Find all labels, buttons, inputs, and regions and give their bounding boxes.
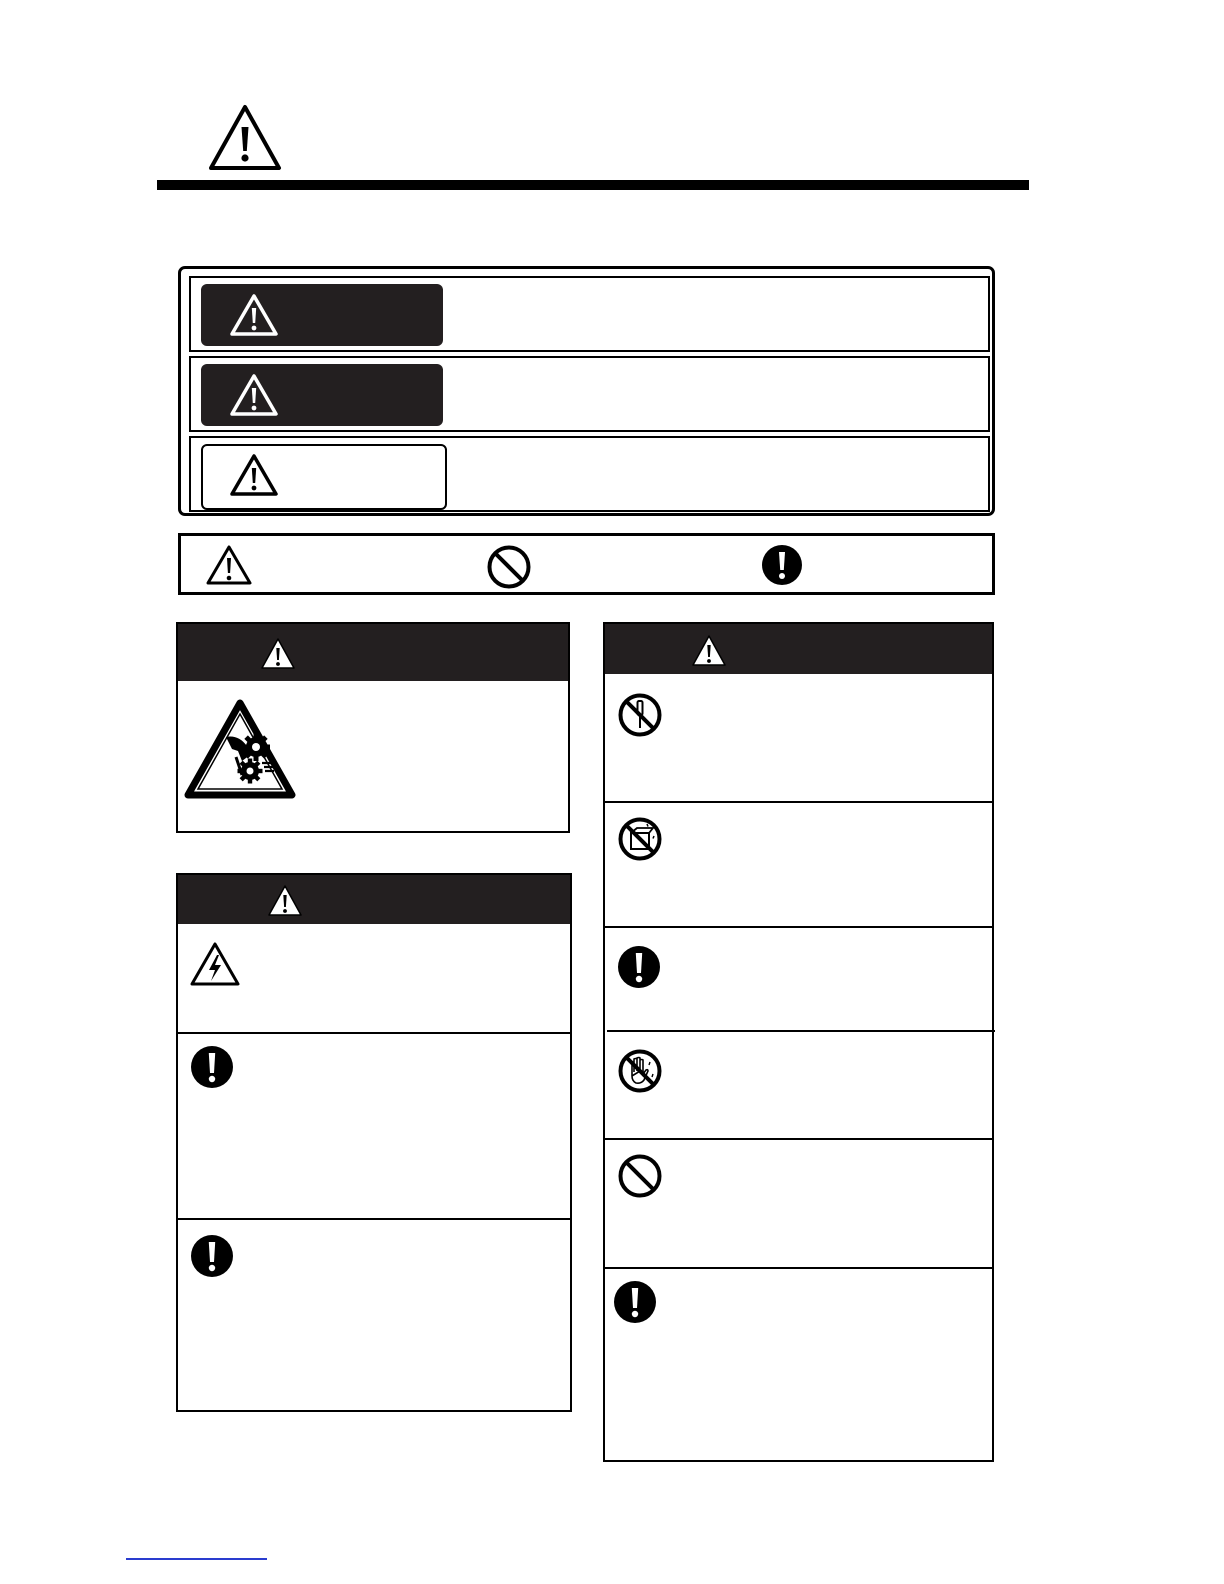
mandatory-action-icon xyxy=(613,1280,657,1324)
box-header xyxy=(178,875,570,924)
row-divider xyxy=(605,1267,992,1269)
box-header xyxy=(178,624,568,681)
legend-row-danger xyxy=(189,276,990,352)
row-divider xyxy=(607,1030,995,1032)
row-divider xyxy=(605,1138,992,1140)
no-wet-hands-icon xyxy=(617,1048,663,1094)
general-warning-box xyxy=(603,622,994,1462)
legend-row-warning xyxy=(189,356,990,432)
row-divider xyxy=(605,926,992,928)
entanglement-warning-box xyxy=(176,622,570,833)
header-warning-icon xyxy=(208,103,282,171)
warning-triangle-icon xyxy=(229,373,279,417)
legend-row-caution xyxy=(189,436,990,512)
row-divider xyxy=(605,801,992,803)
entanglement-hazard-icon xyxy=(184,699,296,799)
warning-triangle-icon xyxy=(691,634,727,667)
footer-link-underline[interactable] xyxy=(126,1558,267,1560)
no-disassembly-icon xyxy=(617,692,663,738)
warning-triangle-icon xyxy=(260,637,296,670)
signal-tag-caution xyxy=(201,444,447,510)
warning-triangle-icon xyxy=(229,453,279,497)
prohibition-icon xyxy=(486,544,532,590)
signal-tag-danger xyxy=(201,284,443,346)
electrical-warning-box xyxy=(176,873,572,1412)
prohibition-icon xyxy=(617,1153,663,1199)
header-rule xyxy=(157,180,1029,190)
warning-triangle-icon xyxy=(205,544,253,586)
mandatory-action-icon xyxy=(190,1045,234,1089)
signal-tag-warning xyxy=(201,364,443,426)
warning-triangle-icon xyxy=(267,884,303,917)
mandatory-action-icon xyxy=(617,945,661,989)
box-header xyxy=(605,624,992,674)
warning-triangle-icon xyxy=(229,293,279,337)
symbol-meaning-bar xyxy=(178,533,995,595)
no-water-icon xyxy=(617,816,663,862)
mandatory-action-icon xyxy=(190,1234,234,1278)
electric-shock-icon xyxy=(189,941,241,987)
row-divider xyxy=(178,1032,570,1034)
signal-word-legend xyxy=(178,266,995,516)
mandatory-action-icon xyxy=(761,544,803,586)
row-divider xyxy=(178,1218,570,1220)
